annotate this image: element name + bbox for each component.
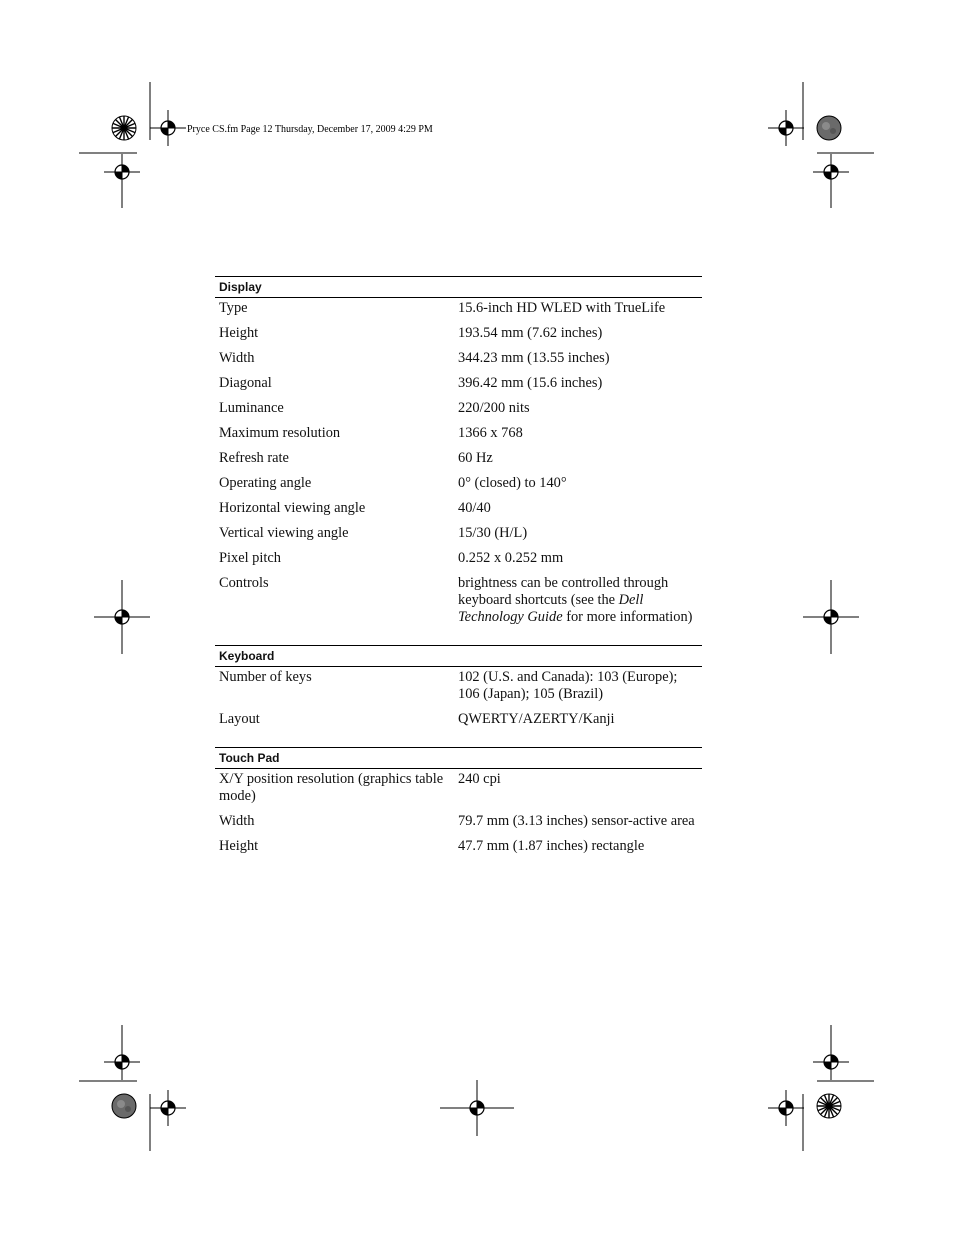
spec-row	[215, 450, 702, 467]
spec-label: Number of keys	[219, 669, 312, 685]
spec-value: 193.54 mm (7.62 inches)	[458, 325, 603, 341]
spec-row	[215, 400, 702, 417]
spec-row	[215, 325, 702, 342]
specifications-table	[215, 276, 702, 874]
guide-title: Dell Technology Guide	[458, 592, 644, 625]
spec-value-text: for more information)	[562, 609, 693, 625]
spec-value: 0.252 x 0.252 mm	[458, 550, 564, 566]
spec-value: 15.6-inch HD WLED with TrueLife	[458, 300, 666, 316]
spec-value: 220/200 nits	[458, 400, 530, 416]
spec-row	[215, 475, 702, 492]
spec-label: Operating angle	[219, 475, 312, 491]
spec-label: Horizontal viewing angle	[219, 500, 366, 516]
section-touch-pad	[215, 747, 702, 855]
spec-row	[215, 813, 702, 830]
spec-value: 60 Hz	[458, 450, 493, 466]
spec-label: Vertical viewing angle	[219, 525, 349, 541]
spec-label: Controls	[219, 575, 269, 591]
spec-value	[458, 575, 702, 626]
spec-row	[215, 350, 702, 367]
spec-value: 15/30 (H/L)	[458, 525, 528, 541]
spec-row	[215, 838, 702, 855]
spec-label: Maximum resolution	[219, 425, 341, 441]
section-keyboard	[215, 645, 702, 728]
spec-row	[215, 771, 702, 805]
section-display	[215, 276, 702, 626]
spec-value: QWERTY/AZERTY/Kanji	[458, 711, 615, 727]
section-title: Keyboard	[215, 646, 702, 667]
section-title: Display	[215, 277, 702, 298]
spec-row	[215, 525, 702, 542]
page-header: Pryce CS.fm Page 12 Thursday, December 17, 2009 4:29 PM	[187, 124, 433, 135]
spec-label: Layout	[219, 711, 260, 727]
spec-label: Type	[219, 300, 248, 316]
spec-row	[215, 300, 702, 317]
spec-value: 344.23 mm (13.55 inches)	[458, 350, 610, 366]
spec-label: Luminance	[219, 400, 284, 416]
spec-value: 1366 x 768	[458, 425, 523, 441]
spec-value: 40/40	[458, 500, 491, 516]
spec-row	[215, 575, 702, 626]
spec-label: Width	[219, 813, 255, 829]
spec-value: 47.7 mm (1.87 inches) rectangle	[458, 838, 645, 854]
spec-value-text: brightness can be controlled through keyboard shortcuts (see the	[458, 575, 669, 608]
spec-row	[215, 500, 702, 517]
spec-value: 0° (closed) to 140°	[458, 475, 567, 491]
spec-value: 79.7 mm (3.13 inches) sensor-active area	[458, 813, 695, 829]
spec-label: Pixel pitch	[219, 550, 281, 566]
spec-row	[215, 375, 702, 392]
spec-label: Height	[219, 838, 259, 854]
spec-row	[215, 550, 702, 567]
spec-label: Height	[219, 325, 259, 341]
spec-row	[215, 711, 702, 728]
section-title: Touch Pad	[215, 748, 702, 769]
spec-row	[215, 669, 702, 703]
spec-label: Refresh rate	[219, 450, 289, 466]
spec-value: 396.42 mm (15.6 inches)	[458, 375, 603, 391]
spec-row	[215, 425, 702, 442]
spec-label: Diagonal	[219, 375, 272, 391]
spec-value: 240 cpi	[458, 771, 501, 787]
spec-value: 102 (U.S. and Canada): 103 (Europe); 106 (Japan); 105 (Brazil)	[458, 669, 678, 702]
spec-label: X/Y position resolution (graphics table mode)	[219, 771, 444, 804]
spec-label: Width	[219, 350, 255, 366]
